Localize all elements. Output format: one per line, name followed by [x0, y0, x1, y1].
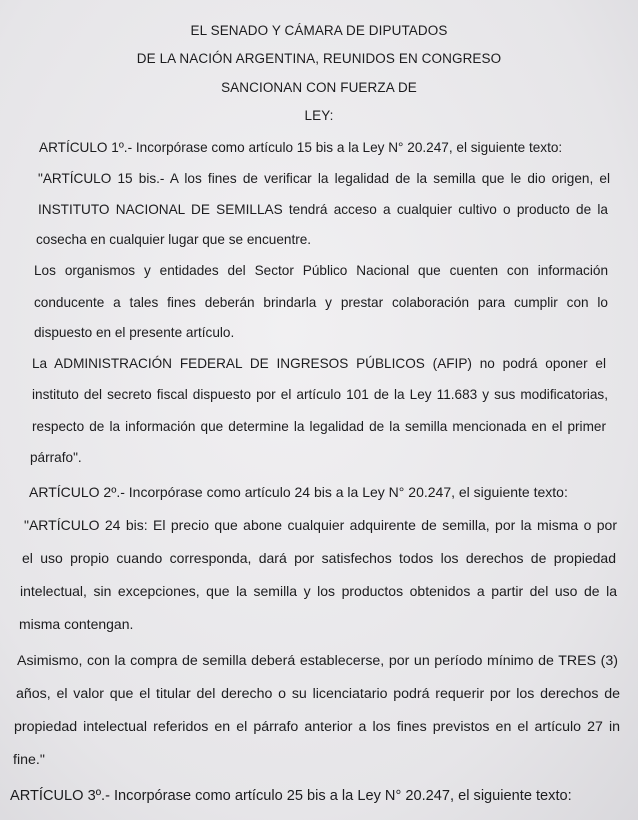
body-line: cosecha en cualquier lugar que se encuentre. — [36, 232, 312, 247]
body-line: párrafo". — [30, 450, 82, 465]
body-line: Asimismo, con la compra de semilla deberá establecerse, por un período mínimo de TRES (3) — [17, 653, 618, 669]
body-line: La ADMINISTRACIÓN FEDERAL DE INGRESOS PÚBLICOS (AFIP) no podrá oponer el — [32, 356, 606, 371]
body-line: Los organismos y entidades del Sector Público Nacional que cuenten con información — [34, 263, 608, 278]
body-line: intelectual, sin excepciones, que la semilla y los productos obtenidos a partir del uso de la — [20, 583, 617, 599]
body-line: propiedad intelectual referidos en el párrafo anterior a los fines previstos en el artículo 27 in — [14, 719, 620, 735]
body-line: años, el valor que el titular del derecho o su licenciatario podrá requerir por los derechos de — [16, 686, 620, 702]
header-line-1: EL SENADO Y CÁMARA DE DIPUTADOS — [190, 23, 448, 38]
body-line: misma contengan. — [19, 616, 134, 632]
article-1-heading: ARTÍCULO 1º.- Incorpórase como artículo 15 bis a la Ley N° 20.247, el siguiente texto: — [39, 140, 563, 155]
header-line-4: LEY: — [304, 108, 334, 123]
body-line: INSTITUTO NACIONAL DE SEMILLAS tendrá acceso a cualquier cultivo o producto de la — [38, 202, 608, 217]
header-line-2: DE LA NACIÓN ARGENTINA, REUNIDOS EN CONGRESO — [136, 51, 502, 66]
article-3-heading: ARTÍCULO 3º.- Incorpórase como artículo 25 bis a la Ley N° 20.247, el siguiente texto: — [10, 788, 572, 804]
body-line: conducente a tales fines deberán brindarla y prestar colaboración para cumplir con lo — [34, 295, 608, 310]
body-line: dispuesto en el presente artículo. — [34, 325, 235, 340]
body-line: el uso propio cuando corresponda, dará por satisfechos todos los derechos de propiedad — [22, 550, 616, 566]
header-line-3: SANCIONAN CON FUERZA DE — [221, 80, 417, 95]
body-line: "ARTÍCULO 24 bis: El precio que abone cualquier adquirente de semilla, por la misma o por — [24, 517, 617, 533]
body-line: "ARTÍCULO 15 bis.- A los fines de verificar la legalidad de la semilla que le dio origen, el — [38, 171, 610, 186]
body-line: respecto de la información que determine la legalidad de la semilla mencionada en el primer — [32, 419, 606, 434]
article-2-heading: ARTÍCULO 2º.- Incorpórase como artículo 24 bis a la Ley N° 20.247, el siguiente texto: — [29, 484, 568, 500]
body-line: instituto del secreto fiscal dispuesto por el artículo 101 de la Ley 11.683 y sus modificatorias, — [32, 387, 608, 402]
body-line: fine." — [13, 752, 45, 768]
